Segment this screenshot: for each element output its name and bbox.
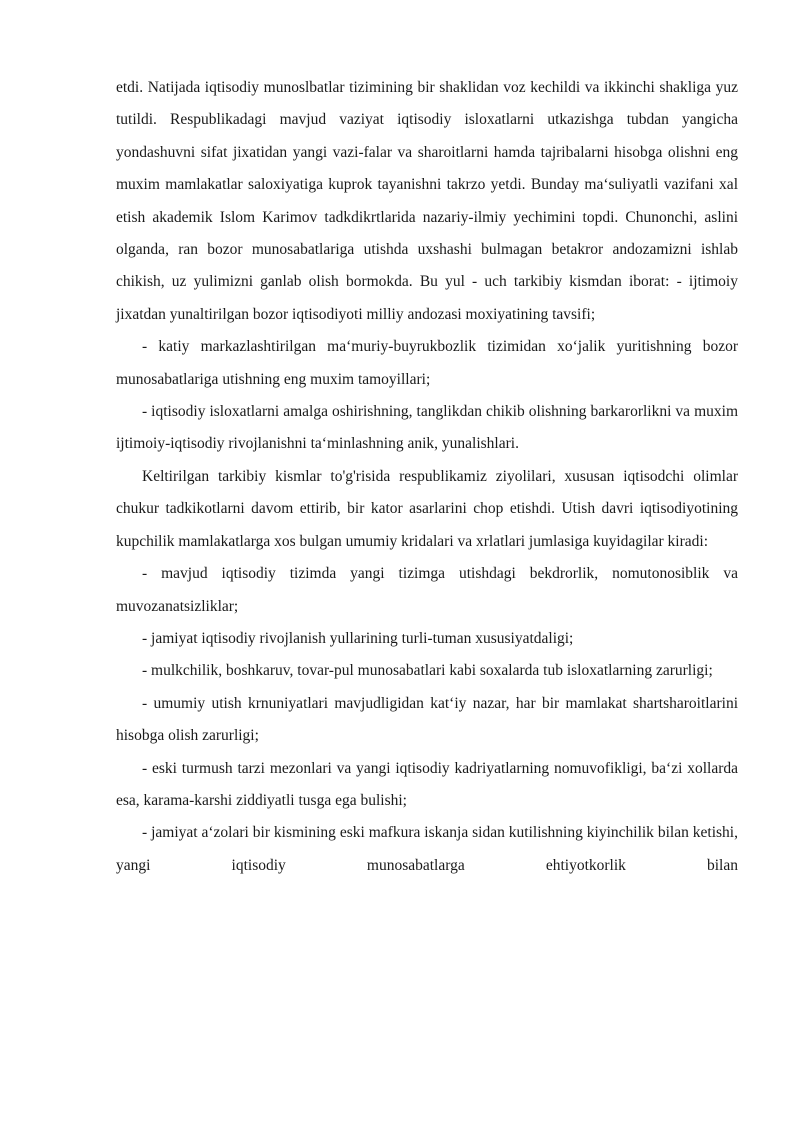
list-item-reforms: - mulkchilik, boshkaruv, tovar-pul munosabatlari kabi soxalarda tub isloxatlarning zarurligi; [142,662,713,680]
paragraph-transition: Keltirilgan tarkibiy kismlar to'g'risida respublikamiz ziyolilari, xususan iqtisodchi olimlar chukur tadkikotlarni davom ettirib, bir kator asarlarini chop etishdi. Utish davri iqtisodiyotining kupchilik mamlakatlarga xos bulgan umumiy kridalari va xrlatlari jumlasiga kuyidagilar kiradi: [116,467,738,550]
list-item-imbalances: - mavjud iqtisodiy tizimda yangi tizimga utishdagi bekdrorlik, nomutonosiblik va muvozanatsizliklar; [116,565,738,615]
list-item-values: - eski turmush tarzi mezonlari va yangi iqtisodiy kadriyatlarning nomuvofikligi, ba‘zi xollarda esa, karama-karshi ziddiyatli tusga ega bulishi; [116,759,738,809]
list-item-conditions: - umumiy utish krnuniyatlari mavjudligidan kat‘iy nazar, har bir mamlakat shartsharoitlarini hisobga olish zarurligi; [116,694,738,745]
paragraph-intro: etdi. Natijada iqtisodiy munoslbatlar tizimining bir shaklidan voz kechildi va ikkinchi shakliga yuz tutildi. Respublikadagi mavjud vaziyat iqtisodiy isloxatlarni utkazishga tubdan yangicha yondashuvni sifat jixatidan yangi vazi-falar va sharoitlarni hamda tajribalarni hisobga olishni eng muxim mamlakatlar saloxiyatiga kuprok tayanishni takrzo yetdi. Bunday ma‘suliyatli vazifani xal etish akademik Islom Karimov tadkdikrtlarida nazariy-ilmiy yechimini topdi. Chunonchi, aslini olganda, ran bozor munosabatlariga utishda uxshashi bulmagan betakror andozamizni ishlab chikish, uz yulimizni ganlab olish bormokda. Bu yul - uch tarkibiy kismdan iborat: - ijtimoiy jixatdan yunaltirilgan bozor iqtisodiyoti milliy andozasi moxiyatining tavsifi; [116,79,738,323]
list-item-directions: - iqtisodiy isloxatlarni amalga oshirishning, tanglikdan chikib olishning barkarorlikni va muxim ijtimoiy-iqtisodiy rivojlanishni ta‘minlashning anik, yunalishlari. [116,403,738,453]
document-page [116,72,738,882]
list-item-paths: - jamiyat iqtisodiy rivojlanish yullarining turli-tuman xususiyatdaligi; [142,629,574,647]
list-item-ideology: - jamiyat a‘zolari bir kismining eski mafkura iskanja sidan kutilishning kiyinchilik bilan ketishi, yangi iqtisodiy munosabatlarga ehtiyotkorlik bilan [116,824,738,874]
list-item-principles: - katiy markazlashtirilgan ma‘muriy-buyrukbozlik tizimidan xo‘jalik yuritishning bozor munosabatlariga utishning eng muxim tamoyillari; [116,338,738,388]
